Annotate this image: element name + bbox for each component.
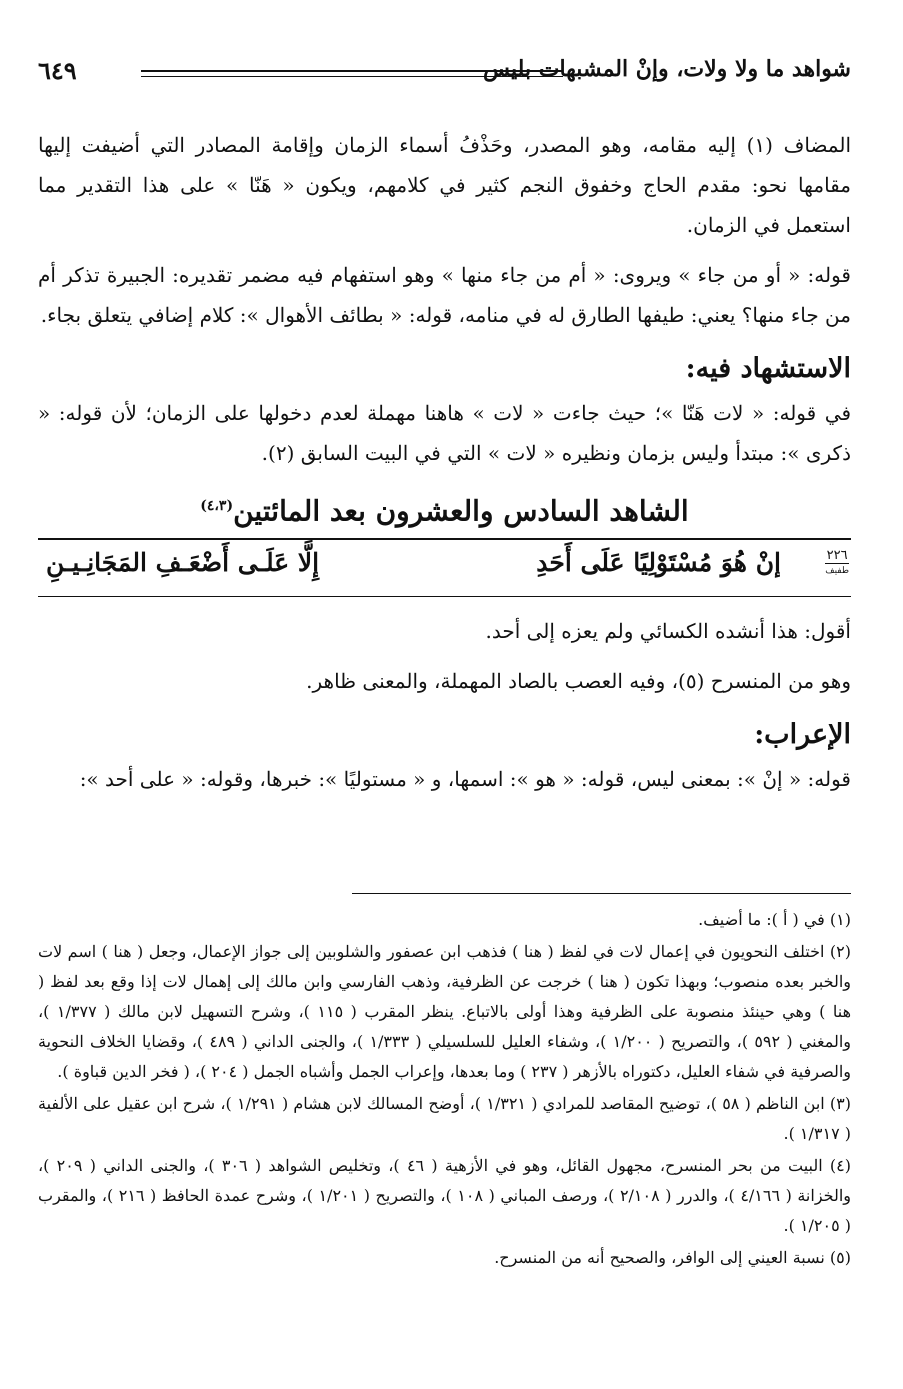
footnotes	[38, 905, 851, 1275]
page-number: ٦٤٩	[38, 56, 77, 85]
verse-number-value: ٢٢٦	[826, 548, 848, 564]
verse-meter-label: طفيف	[825, 563, 849, 579]
verse-second-hemistich: إِلَّا عَلَـى أَضْعَـفِ المَجَانِـيـنِ	[46, 548, 320, 578]
paragraph-6: قوله: « إنْ »: بمعنى ليس، قوله: « هو »: اسمها، و « مستوليًا »: خبرها، وقوله: « على أحد »:	[79, 767, 851, 792]
footnote-1: (١) في ( أ ): ما أضيف.	[698, 910, 851, 929]
verse-first-hemistich: إنْ هُوَ مُسْتَوْلِيًا عَلَى أَحَدِ	[536, 548, 781, 578]
witness-heading-text: الشاهد السادس والعشرون بعد المائتين	[233, 494, 689, 528]
footnote-rule	[352, 893, 851, 894]
section-heading-irab: الإعراب:	[754, 719, 851, 751]
paragraph-5: وهو من المنسرح (٥)، وفيه العصب بالصاد المهملة، والمعنى ظاهر.	[306, 669, 851, 694]
running-title: شواهد ما ولا ولات، وإنْ المشبهات بليس	[483, 56, 851, 82]
footnote-3: (٣) ابن الناظم ( ٥٨ )، توضيح المقاصد للمرادي ( ١/٣٢١ )، أوضح المسالك لابن هشام ( ١/٢٩١ )، شرح ابن عقيل على الألفية ( ١/٣١٧ ).	[38, 1094, 852, 1143]
verse-number	[825, 548, 849, 579]
witness-heading	[38, 483, 851, 534]
footnote-2: (٢) اختلف النحويون في إعمال لات في لفظ ( هنا ) فذهب ابن عصفور والشلوبين إلى جواز الإعمال، وجعل ( هنا ) اسم لات والخبر بعده منصوب؛ وبهذا تكون ( هنا ) خرجت عن الظرفية، وذهب الفارسي وابن مالك إلى إهمال لات إذا وقع بعد لفظ ( هنا ) وهي حينئذ منصوبة على الظرفية وهذا أولى بالاتباع. ينظر المقرب ( ١١٥ )، وشرح التسهيل لابن مالك ( ١/٣٧٧ )، والمغني ( ٥٩٢ )، والتصريح ( ١/٢٠٠ )، وشفاء العليل للسلسيلي ( ١/٣٣٣ )، والجنى الداني ( ٤٨٩ )، وقضايا الخلاف النحوية والصرفية في شفاء العليل، دكتوراه بالأزهر ( ٢٣٧ ) وما بعدها، وإعراب الجمل وأشباه الجمل ( ٢٠٤ )، ( فخر الدين قباوة ).	[38, 942, 852, 1081]
footnote-5: (٥) نسبة العيني إلى الوافر، والصحيح أنه من المنسرح.	[494, 1248, 851, 1267]
header-rule-thin	[141, 76, 563, 77]
running-header	[38, 54, 851, 90]
footnote-4: (٤) البيت من بحر المنسرح، مجهول القائل، وهو في الأزهية ( ٤٦ )، وتخليص الشواهد ( ٣٠٦ )، والجنى الداني ( ٢٠٩ )، والخزانة ( ٤/١٦٦ )، والدرر ( ٢/١٠٨ )، ورصف المباني ( ١٠٨ )، والتصريح ( ١/٢٠١ )، وشرح عمدة الحافظ ( ٢١٦ )، والمقرب ( ١/٢٠٥ ).	[38, 1156, 852, 1235]
section-heading-istishhad: الاستشهاد فيه:	[685, 353, 851, 384]
paragraph-2: قوله: « أو من جاء » ويروى: « أم من جاء منها » وهو استفهام فيه مضمر تقديره: الجبيرة تذكر أم من جاء منها؟ يعني: طيفها الطارق له في منامه، قوله: « بطائف الأهوال »: كلام إضافي يتعلق بجاء.	[38, 263, 851, 327]
verse-box	[38, 538, 851, 597]
paragraph-1: المضاف (١) إليه مقامه، وهو المصدر، وحَذْفُ أسماء الزمان وإقامة المصادر التي أضيفت إليها مقامها نحو: مقدم الحاج وخفوق النجم كثير في كلامهم، ويكون « هَنّا » على هذا التقدير مما استعمل في الزمان.	[38, 133, 851, 237]
main-text	[38, 125, 851, 809]
paragraph-3: في قوله: « لات هَنّا »؛ حيث جاءت « لات » هاهنا مهملة لعدم دخولها على الزمان؛ لأن قوله: « ذكرى »: مبتدأ وليس بزمان ونظيره « لات » التي في البيت السابق (٢).	[38, 401, 851, 465]
header-rule	[141, 70, 563, 72]
paragraph-4: أقول: هذا أنشده الكسائي ولم يعزه إلى أحد.	[485, 619, 851, 644]
witness-heading-ref: (٤،٣)	[200, 498, 234, 514]
